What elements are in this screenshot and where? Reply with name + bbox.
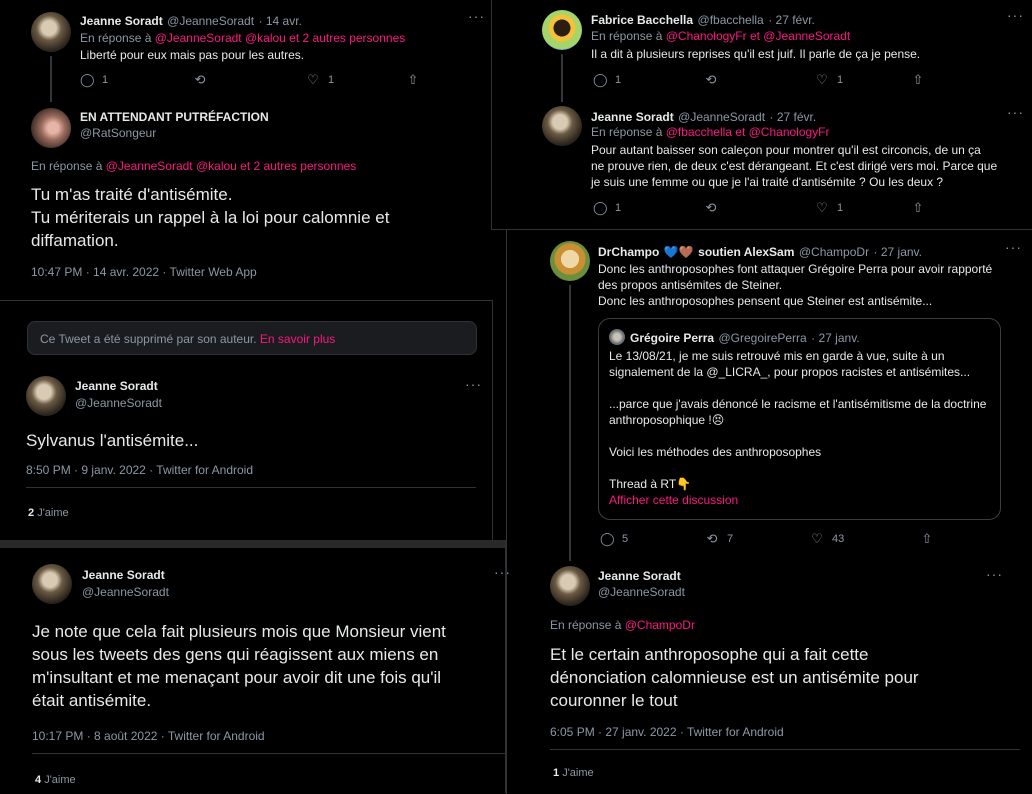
retweet-button[interactable] bbox=[704, 73, 815, 87]
more-icon[interactable]: ··· bbox=[468, 8, 485, 24]
tweet-line: Et le certain anthroposophe qui a fait cette bbox=[550, 645, 869, 664]
like-count: 43 bbox=[832, 533, 845, 545]
reply-targets[interactable]: @ChampoDr bbox=[624, 618, 695, 632]
tweet-line: dénonciation calomnieuse est un antisémite pour bbox=[550, 668, 919, 687]
reply-icon: ◯ bbox=[600, 531, 615, 546]
tweet-text bbox=[598, 261, 1018, 309]
tweet-timestamp[interactable]: 8:50 PM · 9 janv. 2022 · Twitter for Android bbox=[26, 463, 254, 477]
retweet-icon: ⟲ bbox=[705, 72, 717, 87]
likes-label: J'aime bbox=[44, 774, 76, 786]
quote-header bbox=[630, 329, 860, 347]
likes-count: 2 bbox=[28, 507, 35, 519]
avatar[interactable] bbox=[542, 10, 582, 50]
tweet-actions bbox=[600, 532, 934, 546]
author-name[interactable]: Jeanne Soradt bbox=[82, 568, 165, 582]
author-handle[interactable]: @ChampoDr bbox=[798, 245, 870, 259]
share-icon: ⇧ bbox=[912, 72, 924, 87]
likes-label: J'aime bbox=[562, 767, 594, 779]
retweet-count: 7 bbox=[727, 533, 734, 545]
reply-prefix: En réponse à bbox=[31, 159, 103, 173]
reply-button[interactable] bbox=[593, 73, 704, 87]
reply-prefix: En réponse à bbox=[550, 618, 622, 632]
tweet-line: était antisémite. bbox=[32, 691, 152, 710]
more-icon[interactable]: ··· bbox=[986, 566, 1003, 582]
likes-summary[interactable] bbox=[553, 767, 594, 779]
tweet-panel-sylvanus bbox=[0, 300, 493, 541]
deleted-tweet-notice bbox=[27, 321, 477, 355]
like-button[interactable] bbox=[815, 73, 911, 87]
quote-line: Voici les méthodes des anthroposophes bbox=[609, 445, 822, 459]
tweet-timestamp[interactable]: 10:47 PM · 14 avr. 2022 · Twitter Web App bbox=[31, 265, 257, 279]
tweet-text bbox=[591, 142, 1021, 190]
thread-line bbox=[569, 285, 571, 561]
tweet-date[interactable]: · 27 janv. bbox=[873, 245, 922, 259]
quoted-tweet[interactable] bbox=[598, 318, 1001, 520]
like-button[interactable] bbox=[810, 532, 920, 546]
tweet-header bbox=[598, 243, 922, 261]
tweet-date[interactable]: · 27 févr. bbox=[768, 13, 815, 27]
more-icon[interactable]: ··· bbox=[1007, 104, 1024, 120]
tweet-header bbox=[591, 108, 816, 126]
reply-icon: ◯ bbox=[593, 200, 608, 215]
author-name[interactable]: EN ATTENDANT PUTRÉFACTION bbox=[80, 110, 269, 124]
reply-context bbox=[80, 31, 405, 45]
tweet-text bbox=[550, 643, 1020, 712]
tweet-panel-fabrice bbox=[491, 0, 1032, 230]
avatar[interactable] bbox=[550, 241, 590, 281]
quote-text bbox=[609, 348, 994, 508]
tweet-date[interactable]: · 27 févr. bbox=[769, 110, 817, 124]
author-handle[interactable]: @JeanneSoradt bbox=[75, 396, 162, 410]
avatar[interactable] bbox=[32, 564, 72, 604]
tweet-line: ne prouve rien, de deux c'est dérangeant. Et c'est dirigé vers moi. Parce que bbox=[591, 159, 998, 173]
tweet-timestamp[interactable]: 6:05 PM · 27 janv. 2022 · Twitter for Android bbox=[550, 725, 784, 739]
tweet-timestamp[interactable]: 10:17 PM · 8 août 2022 · Twitter for Android bbox=[32, 729, 265, 743]
author-name-suffix: soutien AlexSam bbox=[698, 245, 795, 259]
share-icon: ⇧ bbox=[912, 200, 924, 215]
tweet-header bbox=[80, 12, 302, 30]
tweet-date: · 27 janv. bbox=[811, 331, 860, 345]
author-handle[interactable]: @JeanneSoradt bbox=[82, 585, 169, 599]
like-icon: ♡ bbox=[816, 72, 828, 87]
tweet-line: m'insultant et me menaçant pour avoir dit une fois qu'il bbox=[32, 668, 442, 687]
divider bbox=[32, 753, 506, 754]
tweet-panel-drchampo bbox=[506, 229, 1032, 794]
quote-line: anthroposophique !😣 bbox=[609, 413, 725, 427]
avatar[interactable] bbox=[550, 566, 590, 606]
like-button[interactable] bbox=[815, 201, 911, 215]
deleted-text: Ce Tweet a été supprimé par son auteur. bbox=[40, 332, 257, 346]
like-icon: ♡ bbox=[816, 200, 828, 215]
divider bbox=[550, 749, 1020, 750]
avatar[interactable] bbox=[26, 376, 66, 416]
tweet-actions bbox=[80, 73, 420, 87]
share-button[interactable] bbox=[406, 73, 420, 87]
retweet-button[interactable] bbox=[193, 73, 306, 87]
share-button[interactable] bbox=[911, 201, 925, 215]
reply-count: 1 bbox=[102, 74, 109, 86]
reply-context bbox=[591, 125, 830, 139]
author-name[interactable]: Jeanne Soradt bbox=[598, 569, 681, 583]
likes-count: 4 bbox=[35, 774, 42, 786]
show-thread-link[interactable]: Afficher cette discussion bbox=[609, 493, 739, 507]
reply-targets[interactable]: @fbacchella et @ChanologyFr bbox=[665, 125, 830, 139]
avatar bbox=[609, 329, 625, 345]
retweet-button[interactable] bbox=[705, 532, 810, 546]
quote-line: Le 13/08/21, je me suis retrouvé mis en garde à vue, suite à un bbox=[609, 349, 945, 363]
author-handle[interactable]: @JeanneSoradt bbox=[678, 110, 766, 124]
tweet-text: Liberté pour eux mais pas pour les autres. bbox=[80, 48, 305, 62]
tweet-line: Donc les anthroposophes font attaquer Grégoire Perra pour avoir rapporté bbox=[598, 262, 993, 276]
avatar[interactable] bbox=[542, 106, 582, 146]
author-name[interactable]: Jeanne Soradt bbox=[591, 110, 674, 124]
author-name: Grégoire Perra bbox=[630, 331, 715, 345]
tweet-header bbox=[591, 11, 815, 29]
tweet-panel-monsieur bbox=[0, 540, 511, 793]
like-count: 1 bbox=[328, 74, 335, 86]
tweet-line: diffamation. bbox=[31, 231, 119, 250]
reply-count: 5 bbox=[622, 533, 629, 545]
author-name[interactable]: Jeanne Soradt bbox=[80, 14, 163, 28]
tweet-text bbox=[31, 183, 481, 252]
more-icon[interactable]: ··· bbox=[1007, 7, 1024, 23]
retweet-icon: ⟲ bbox=[706, 531, 718, 546]
reply-count: 1 bbox=[615, 202, 622, 214]
tweet-text bbox=[32, 620, 512, 712]
share-icon: ⇧ bbox=[407, 72, 419, 87]
like-button[interactable] bbox=[306, 73, 406, 87]
reply-icon: ◯ bbox=[593, 72, 608, 87]
author-handle[interactable]: @fbacchella bbox=[697, 13, 764, 27]
tweet-date[interactable]: · 14 avr. bbox=[258, 14, 302, 28]
tweet-line: Tu mériterais un rappel à la loi pour calomnie et bbox=[31, 208, 390, 227]
author-name[interactable]: DrChampo bbox=[598, 245, 660, 259]
likes-summary[interactable] bbox=[35, 774, 76, 786]
like-count: 1 bbox=[837, 202, 844, 214]
author-name[interactable]: Fabrice Bacchella bbox=[591, 13, 694, 27]
divider bbox=[26, 487, 476, 488]
likes-count: 1 bbox=[553, 767, 560, 779]
tweet-line: sous les tweets des gens qui réagissent aux miens en bbox=[32, 645, 439, 664]
tweet-line: Pour autant baisser son caleçon pour montrer qu'il est circoncis, de un ça bbox=[591, 143, 981, 157]
reply-button[interactable] bbox=[600, 532, 705, 546]
retweet-icon: ⟲ bbox=[194, 72, 206, 87]
like-icon: ♡ bbox=[307, 72, 319, 87]
reply-count: 1 bbox=[615, 74, 622, 86]
reply-context bbox=[550, 618, 695, 632]
quote-line: Thread à RT👇 bbox=[609, 477, 692, 491]
tweet-actions bbox=[593, 201, 925, 215]
reply-targets[interactable]: @JeanneSoradt @kalou et 2 autres personnes bbox=[105, 159, 357, 173]
learn-more-link[interactable]: En savoir plus bbox=[259, 332, 336, 346]
tweet-line: je suis une femme ou que je l'ai traité d'antisémite ? Ou les deux ? bbox=[591, 175, 944, 189]
tweet-line: Tu m'as traité d'antisémite. bbox=[31, 185, 233, 204]
name-badges: 💙🤎 bbox=[663, 245, 694, 259]
tweet-actions bbox=[593, 73, 925, 87]
reply-prefix: En réponse à bbox=[80, 31, 152, 45]
share-button[interactable] bbox=[920, 532, 934, 546]
reply-icon: ◯ bbox=[80, 72, 95, 87]
quote-line: signalement de la @_LICRA_, pour propos racistes et antisémites... bbox=[609, 365, 971, 379]
reply-targets[interactable]: @JeanneSoradt @kalou et 2 autres personnes bbox=[154, 31, 406, 45]
quote-line: ...parce que j'avais dénoncé le racisme et l'antisémitisme de la doctrine bbox=[609, 397, 987, 411]
tweet-line: Donc les anthroposophes pensent que Steiner est antisémite... bbox=[598, 294, 933, 308]
author-handle[interactable]: @JeanneSoradt bbox=[598, 585, 685, 599]
thread-line bbox=[561, 54, 563, 102]
tweet-text: Il a dit à plusieurs reprises qu'il est juif. Il parle de ça je pense. bbox=[591, 47, 921, 61]
author-name[interactable]: Jeanne Soradt bbox=[75, 379, 158, 393]
reply-button[interactable] bbox=[80, 73, 193, 87]
author-handle[interactable]: @JeanneSoradt bbox=[167, 14, 255, 28]
tweet-line: des propos antisémites de Steiner. bbox=[598, 278, 783, 292]
reply-button[interactable] bbox=[593, 201, 704, 215]
reply-prefix: En réponse à bbox=[591, 125, 663, 139]
like-icon: ♡ bbox=[811, 531, 823, 546]
thread-line bbox=[50, 56, 52, 102]
likes-summary[interactable] bbox=[28, 507, 69, 519]
avatar[interactable] bbox=[31, 108, 71, 148]
retweet-button[interactable] bbox=[704, 201, 815, 215]
likes-label: J'aime bbox=[37, 507, 69, 519]
tweet-line: Je note que cela fait plusieurs mois que Monsieur vient bbox=[32, 622, 446, 641]
tweet-text: Sylvanus l'antisémite... bbox=[26, 431, 199, 450]
author-handle: @GregoirePerra bbox=[718, 331, 807, 345]
more-icon[interactable]: ··· bbox=[494, 564, 511, 580]
author-handle[interactable]: @RatSongeur bbox=[80, 126, 157, 140]
retweet-icon: ⟲ bbox=[705, 200, 717, 215]
reply-context bbox=[591, 29, 850, 43]
reply-context bbox=[31, 159, 356, 173]
share-icon: ⇧ bbox=[921, 531, 933, 546]
like-count: 1 bbox=[837, 74, 844, 86]
reply-targets[interactable]: @ChanologyFr et @JeanneSoradt bbox=[665, 29, 851, 43]
avatar[interactable] bbox=[31, 12, 71, 52]
more-icon[interactable]: ··· bbox=[1005, 239, 1022, 255]
reply-prefix: En réponse à bbox=[591, 29, 663, 43]
tweet-panel-rat bbox=[0, 0, 492, 300]
share-button[interactable] bbox=[911, 73, 925, 87]
more-icon[interactable]: ··· bbox=[465, 376, 482, 392]
tweet-line: couronner le tout bbox=[550, 691, 678, 710]
